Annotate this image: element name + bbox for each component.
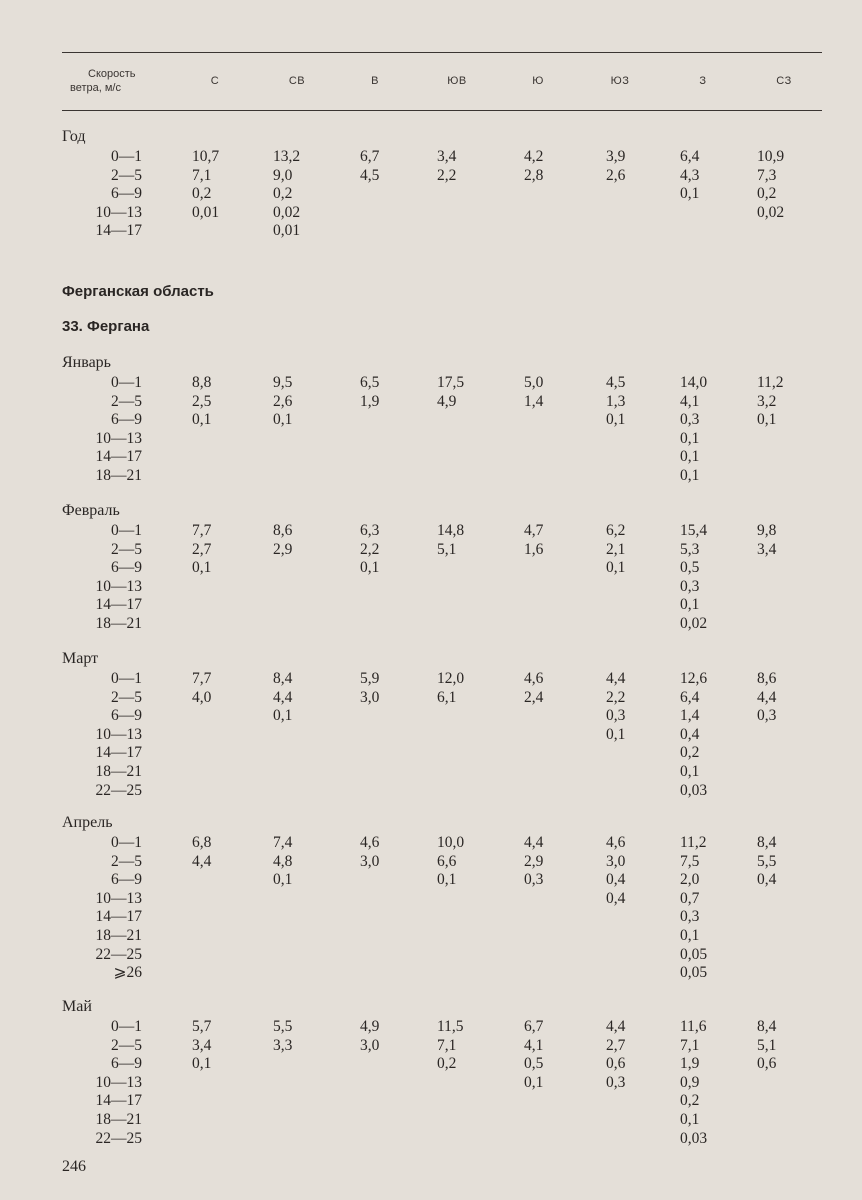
table-cell: 7,5 (680, 852, 700, 870)
table-cell: 2,0 (680, 871, 700, 889)
table-cell: 5,0 (524, 374, 544, 391)
table-cell: 0,4 (757, 871, 777, 889)
table-cell: 8,6 (273, 522, 293, 539)
table-cell: 0,05 (680, 945, 708, 963)
table-cell: 4,5 (606, 374, 626, 391)
table-cell: 0,1 (437, 871, 457, 889)
speed-range: 2—5 (111, 688, 142, 706)
speed-range: 6—9 (111, 707, 142, 725)
header-direction-nw: СЗ (776, 75, 792, 87)
speed-range: 2—5 (111, 852, 142, 870)
speed-range: 0—1 (111, 522, 142, 539)
speed-range: 6—9 (111, 871, 142, 889)
speed-range: 0—1 (111, 834, 142, 851)
table-cell: 0,4 (606, 871, 626, 889)
header-direction-ne: СВ (288, 75, 306, 87)
table-cell: 11,2 (680, 834, 707, 851)
table-cell: 1,6 (524, 540, 544, 558)
table-row (0, 927, 862, 945)
table-cell: 4,9 (360, 1018, 380, 1035)
table-cell: 10,7 (192, 148, 220, 165)
table-cell: 5,5 (273, 1018, 293, 1035)
table-cell: 0,1 (680, 596, 700, 614)
table-cell: 3,4 (192, 1036, 212, 1054)
table-row (0, 222, 862, 240)
speed-range: 2—5 (111, 392, 142, 410)
table-row (0, 853, 862, 871)
table-cell: 6,1 (437, 688, 457, 706)
speed-range: 14—17 (95, 744, 142, 762)
table-cell: 3,0 (360, 852, 380, 870)
table-cell: 0,2 (192, 185, 212, 203)
table-cell: 5,1 (437, 540, 457, 558)
table-cell: 0,02 (680, 615, 708, 632)
table-cell: 1,9 (360, 392, 380, 410)
table-row (0, 689, 862, 707)
table-cell: 0,3 (524, 871, 544, 889)
table-cell: 0,3 (680, 411, 700, 429)
table-row (0, 890, 862, 908)
table-cell: 3,4 (437, 148, 457, 165)
table-cell: 1,4 (524, 392, 544, 410)
table-cell: 7,3 (757, 166, 777, 184)
table-cell: 9,0 (273, 166, 293, 184)
table-cell: 4,4 (606, 670, 626, 687)
table-cell: 0,05 (680, 964, 708, 982)
table-cell: 8,4 (273, 670, 293, 687)
table-cell: 6,2 (606, 522, 626, 539)
table-cell: 7,7 (192, 670, 212, 687)
table-cell: 4,0 (192, 688, 212, 706)
table-cell: 0,4 (680, 725, 700, 743)
section-title: Март (62, 650, 99, 667)
table-cell: 2,9 (524, 852, 544, 870)
table-cell: 0,03 (680, 1129, 708, 1147)
table-cell: 0,1 (524, 1073, 544, 1091)
table-cell: 0,1 (360, 559, 380, 577)
speed-range: 6—9 (111, 411, 142, 429)
table-cell: 4,1 (524, 1036, 544, 1054)
table-cell: 0,1 (680, 1111, 700, 1128)
table-cell: 7,4 (273, 834, 293, 851)
table-cell: 8,4 (757, 834, 777, 851)
table-cell: 5,9 (360, 670, 380, 687)
speed-range: 18—21 (95, 927, 142, 944)
table-cell: 4,3 (680, 166, 700, 184)
table-row (0, 541, 862, 559)
table-row (0, 1074, 862, 1092)
table-cell: 3,0 (360, 688, 380, 706)
table-cell: 1,3 (606, 392, 626, 410)
table-row (0, 1111, 862, 1129)
table-cell: 10,0 (437, 834, 465, 851)
table-cell: 11,6 (680, 1018, 707, 1035)
speed-range: 0—1 (111, 374, 142, 391)
table-row (0, 1018, 862, 1036)
table-cell: 2,2 (360, 540, 380, 558)
table-cell: 6,4 (680, 688, 700, 706)
table-cell: 4,4 (524, 834, 544, 851)
table-cell: 5,1 (757, 1036, 777, 1054)
table-row (0, 148, 862, 166)
table-cell: 3,3 (273, 1036, 293, 1054)
section-title: Январь (62, 354, 111, 371)
table-cell: 4,2 (524, 148, 544, 165)
table-row (0, 430, 862, 448)
table-cell: 0,1 (680, 429, 700, 447)
table-cell: 0,3 (606, 707, 626, 725)
table-cell: 0,9 (680, 1073, 700, 1091)
table-cell: 0,3 (757, 707, 777, 725)
speed-range: 2—5 (111, 166, 142, 184)
table-cell: 0,1 (680, 448, 700, 466)
table-cell: 0,02 (273, 203, 301, 221)
table-cell: 0,3 (680, 577, 700, 595)
table-cell: 1,4 (680, 707, 700, 725)
section-title: Май (62, 998, 92, 1015)
table-cell: 13,2 (273, 148, 301, 165)
speed-range: 10—13 (95, 889, 142, 907)
speed-range: 2—5 (111, 540, 142, 558)
table-cell: 0,1 (757, 411, 777, 429)
speed-range: 10—13 (95, 429, 142, 447)
table-cell: 5,5 (757, 852, 777, 870)
table-cell: 7,1 (437, 1036, 457, 1054)
speed-range: 14—17 (95, 1092, 142, 1110)
table-cell: 3,2 (757, 392, 777, 410)
table-cell: 6,8 (192, 834, 212, 851)
table-cell: 6,7 (360, 148, 380, 165)
table-cell: 11,2 (757, 374, 784, 391)
table-cell: 2,7 (192, 540, 212, 558)
table-cell: 0,1 (273, 411, 293, 429)
speed-range: 2—5 (111, 1036, 142, 1054)
table-row (0, 946, 862, 964)
table-cell: 7,1 (192, 166, 212, 184)
table-cell: 3,0 (360, 1036, 380, 1054)
speed-range: 0—1 (111, 148, 142, 165)
table-cell: 0,01 (273, 222, 301, 240)
table-cell: 0,1 (680, 467, 700, 484)
table-cell: 2,8 (524, 166, 544, 184)
speed-range: 10—13 (95, 203, 142, 221)
table-row (0, 559, 862, 577)
table-cell: 0,1 (680, 763, 700, 780)
table-cell: 7,7 (192, 522, 212, 539)
table-cell: 4,6 (606, 834, 626, 851)
table-cell: 4,6 (360, 834, 380, 851)
table-cell: 4,4 (273, 688, 293, 706)
section-title: Апрель (62, 814, 113, 831)
table-cell: 2,6 (606, 166, 626, 184)
speed-range: ⩾26 (113, 964, 142, 982)
table-row (0, 1055, 862, 1073)
table-cell: 8,6 (757, 670, 777, 687)
speed-range: 14—17 (95, 222, 142, 240)
table-row (0, 167, 862, 185)
table-cell: 0,1 (192, 411, 212, 429)
table-cell: 6,5 (360, 374, 380, 391)
speed-range: 14—17 (95, 448, 142, 466)
table-cell: 3,9 (606, 148, 626, 165)
table-cell: 4,4 (192, 852, 212, 870)
header-speed-label (70, 52, 180, 110)
table-cell: 4,7 (524, 522, 544, 539)
speed-range: 22—25 (95, 945, 142, 963)
table-cell: 0,5 (680, 559, 700, 577)
table-row (0, 1092, 862, 1110)
speed-range: 6—9 (111, 1055, 142, 1073)
table-cell: 0,1 (606, 559, 626, 577)
table-row (0, 448, 862, 466)
table-cell: 0,2 (273, 185, 293, 203)
speed-range: 14—17 (95, 596, 142, 614)
table-cell: 0,7 (680, 889, 700, 907)
header-speed-line2: ветра, м/с (70, 82, 121, 94)
table-cell: 14,0 (680, 374, 708, 391)
region-title: Ферганская область (62, 283, 214, 300)
table-cell: 2,5 (192, 392, 212, 410)
table-cell: 0,6 (757, 1055, 777, 1073)
table-cell: 0,3 (606, 1073, 626, 1091)
table-row (0, 670, 862, 688)
table-cell: 8,4 (757, 1018, 777, 1035)
table-cell: 0,3 (680, 908, 700, 926)
table-cell: 2,7 (606, 1036, 626, 1054)
speed-range: 22—25 (95, 781, 142, 799)
table-row (0, 782, 862, 800)
speed-range: 0—1 (111, 1018, 142, 1035)
header-direction-s: Ю (532, 75, 544, 87)
table-cell: 4,1 (680, 392, 700, 410)
table-row (0, 411, 862, 429)
speed-range: 14—17 (95, 908, 142, 926)
table-cell: 15,4 (680, 522, 708, 539)
table-cell: 4,6 (524, 670, 544, 687)
table-cell: 2,2 (437, 166, 457, 184)
table-row (0, 707, 862, 725)
speed-range: 10—13 (95, 577, 142, 595)
speed-range: 18—21 (95, 1111, 142, 1128)
table-cell: 0,1 (606, 411, 626, 429)
table-row (0, 522, 862, 540)
page-number: 246 (62, 1158, 86, 1175)
table-row (0, 374, 862, 392)
table-cell: 2,1 (606, 540, 626, 558)
table-cell: 6,3 (360, 522, 380, 539)
table-cell: 0,2 (680, 744, 700, 762)
table-cell: 4,9 (437, 392, 457, 410)
header-direction-w: З (699, 75, 707, 87)
table-cell: 10,9 (757, 148, 785, 165)
table-cell: 2,9 (273, 540, 293, 558)
table-cell: 12,0 (437, 670, 465, 687)
table-cell: 6,6 (437, 852, 457, 870)
header-bottom-rule (62, 110, 822, 111)
table-cell: 0,5 (524, 1055, 544, 1073)
speed-range: 0—1 (111, 670, 142, 687)
table-cell: 0,03 (680, 781, 708, 799)
table-cell: 6,7 (524, 1018, 544, 1035)
table-cell: 9,5 (273, 374, 293, 391)
table-cell: 5,7 (192, 1018, 212, 1035)
station-title: 33. Фергана (62, 318, 150, 335)
table-row (0, 393, 862, 411)
header-speed-line1: Скорость (88, 68, 136, 80)
table-cell: 0,1 (273, 871, 293, 889)
table-cell: 4,5 (360, 166, 380, 184)
table-cell: 3,4 (757, 540, 777, 558)
table-row (0, 596, 862, 614)
table-row (0, 185, 862, 203)
header-direction-e: В (371, 75, 379, 87)
header-direction-n: С (210, 75, 220, 87)
table-row (0, 834, 862, 852)
table-cell: 0,4 (606, 889, 626, 907)
table-cell: 0,2 (757, 185, 777, 203)
table-row (0, 726, 862, 744)
section-title: Год (62, 128, 86, 145)
speed-range: 18—21 (95, 615, 142, 632)
speed-range: 6—9 (111, 185, 142, 203)
table-cell: 0,2 (680, 1092, 700, 1110)
table-row (0, 908, 862, 926)
table-row (0, 1037, 862, 1055)
table-cell: 0,2 (437, 1055, 457, 1073)
table-row (0, 615, 862, 633)
table-cell: 0,1 (192, 1055, 212, 1073)
table-cell: 12,6 (680, 670, 708, 687)
speed-range: 18—21 (95, 763, 142, 780)
table-cell: 4,4 (757, 688, 777, 706)
table-cell: 0,01 (192, 203, 220, 221)
table-cell: 17,5 (437, 374, 465, 391)
table-cell: 2,6 (273, 392, 293, 410)
table-cell: 3,0 (606, 852, 626, 870)
table-cell: 0,1 (606, 725, 626, 743)
table-cell: 0,02 (757, 203, 785, 221)
speed-range: 18—21 (95, 467, 142, 484)
header-direction-se: ЮВ (447, 75, 467, 87)
table-cell: 5,3 (680, 540, 700, 558)
table-row (0, 871, 862, 889)
table-cell: 9,8 (757, 522, 777, 539)
table-cell: 0,1 (680, 185, 700, 203)
table-row (0, 578, 862, 596)
table-cell: 8,8 (192, 374, 212, 391)
table-cell: 2,2 (606, 688, 626, 706)
table-cell: 4,4 (606, 1018, 626, 1035)
table-cell: 4,8 (273, 852, 293, 870)
table-cell: 11,5 (437, 1018, 464, 1035)
table-cell: 0,1 (273, 707, 293, 725)
table-row (0, 964, 862, 982)
table-cell: 14,8 (437, 522, 465, 539)
table-cell: 0,1 (680, 927, 700, 944)
speed-range: 10—13 (95, 1073, 142, 1091)
table-row (0, 763, 862, 781)
table-cell: 2,4 (524, 688, 544, 706)
speed-range: 22—25 (95, 1129, 142, 1147)
table-row (0, 204, 862, 222)
table-cell: 1,9 (680, 1055, 700, 1073)
table-row (0, 744, 862, 762)
speed-range: 10—13 (95, 725, 142, 743)
table-row (0, 1130, 862, 1148)
table-cell: 0,6 (606, 1055, 626, 1073)
table-cell: 7,1 (680, 1036, 700, 1054)
section-title: Февраль (62, 502, 120, 519)
table-row (0, 467, 862, 485)
speed-range: 6—9 (111, 559, 142, 577)
header-direction-sw: ЮЗ (610, 75, 630, 87)
table-cell: 6,4 (680, 148, 700, 165)
table-cell: 0,1 (192, 559, 212, 577)
